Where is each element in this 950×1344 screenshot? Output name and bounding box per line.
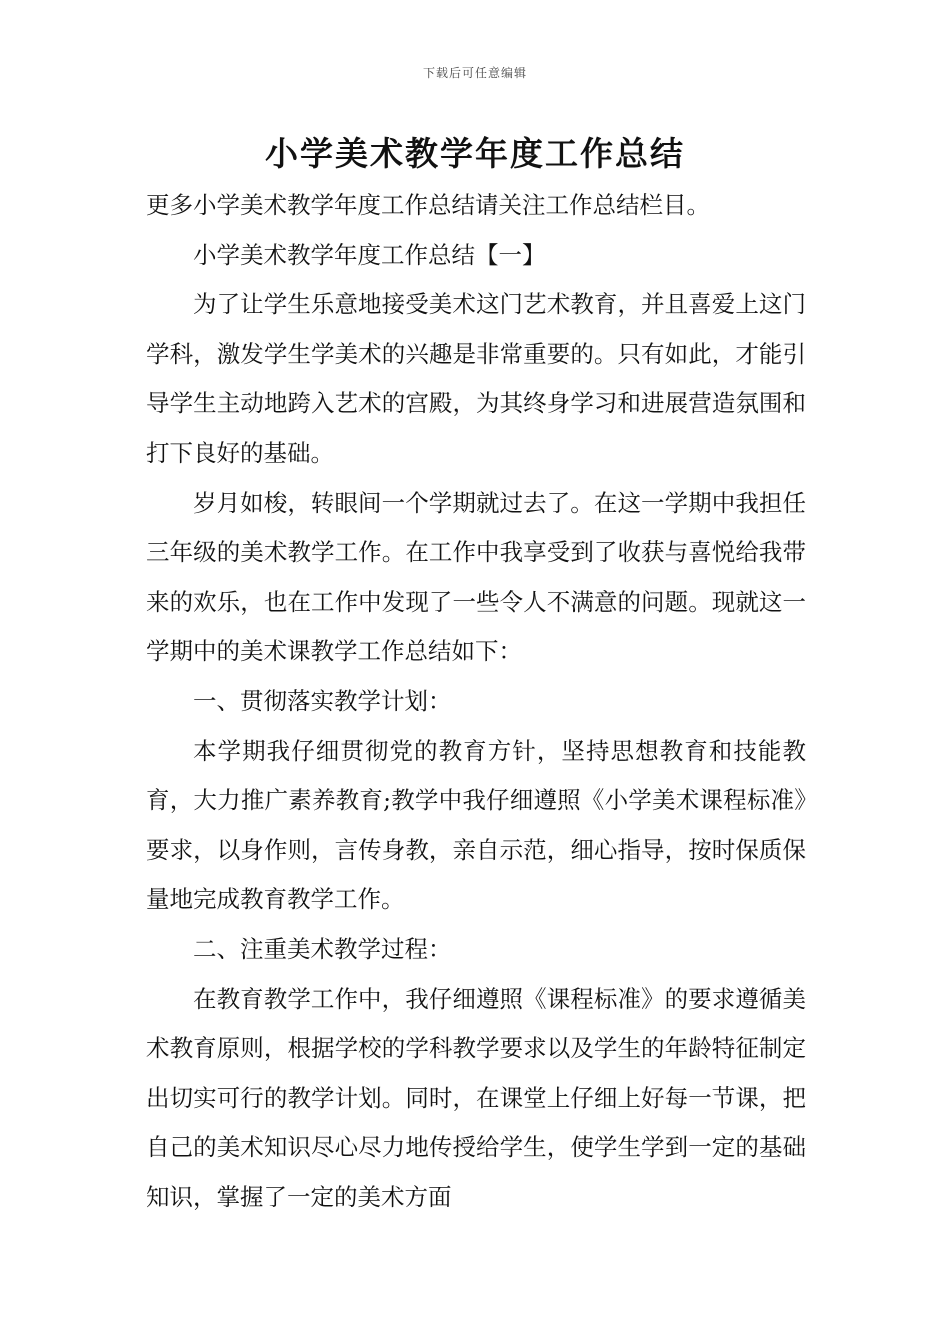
section-heading-one: 小学美术教学年度工作总结【一】 <box>193 240 546 269</box>
document-title: 小学美术教学年度工作总结 <box>265 134 685 173</box>
paragraph: 为了让学生乐意地接受美术这门艺术教育，并且喜爱上这门学科，激发学生学美术的兴趣是非常重要的。只有如此，才能引导学生主动地跨入艺术的宫殿，为其终身学习和进展营造氛围和打下良好的基础。 <box>146 290 806 467</box>
header-note: 下载后可任意编辑 <box>422 66 527 80</box>
subheading-plan: 一、贯彻落实教学计划： <box>193 686 452 715</box>
paragraph: 在教育教学工作中，我仔细遵照《课程标准》的要求遵循美术教育原则，根据学校的学科教学要求以及学生的年龄特征制定出切实可行的教学计划。同时，在课堂上仔细上好每一节课，把自己的美术知识尽心尽力地传授给学生，使学生学到一定的基础知识，掌握了一定的美术方面 <box>146 984 806 1211</box>
subheading-process: 二、注重美术教学过程： <box>193 934 452 963</box>
paragraph: 本学期我仔细贯彻党的教育方针，坚持思想教育和技能教育，大力推广素养教育;教学中我仔细遵照《小学美术课程标准》要求，以身作则，言传身教，亲自示范，细心指导，按时保质保量地完成教育教学工作。 <box>146 736 806 914</box>
document-body <box>146 181 806 1222</box>
paragraph-intro: 更多小学美术教学年度工作总结请关注工作总结栏目。 <box>146 191 710 219</box>
paragraph: 岁月如梭，转眼间一个学期就过去了。在这一学期中我担任三年级的美术教学工作。在工作中我享受到了收获与喜悦给我带来的欢乐，也在工作中发现了一些令人不满意的问题。现就这一学期中的美术课教学工作总结如下： <box>146 488 806 666</box>
